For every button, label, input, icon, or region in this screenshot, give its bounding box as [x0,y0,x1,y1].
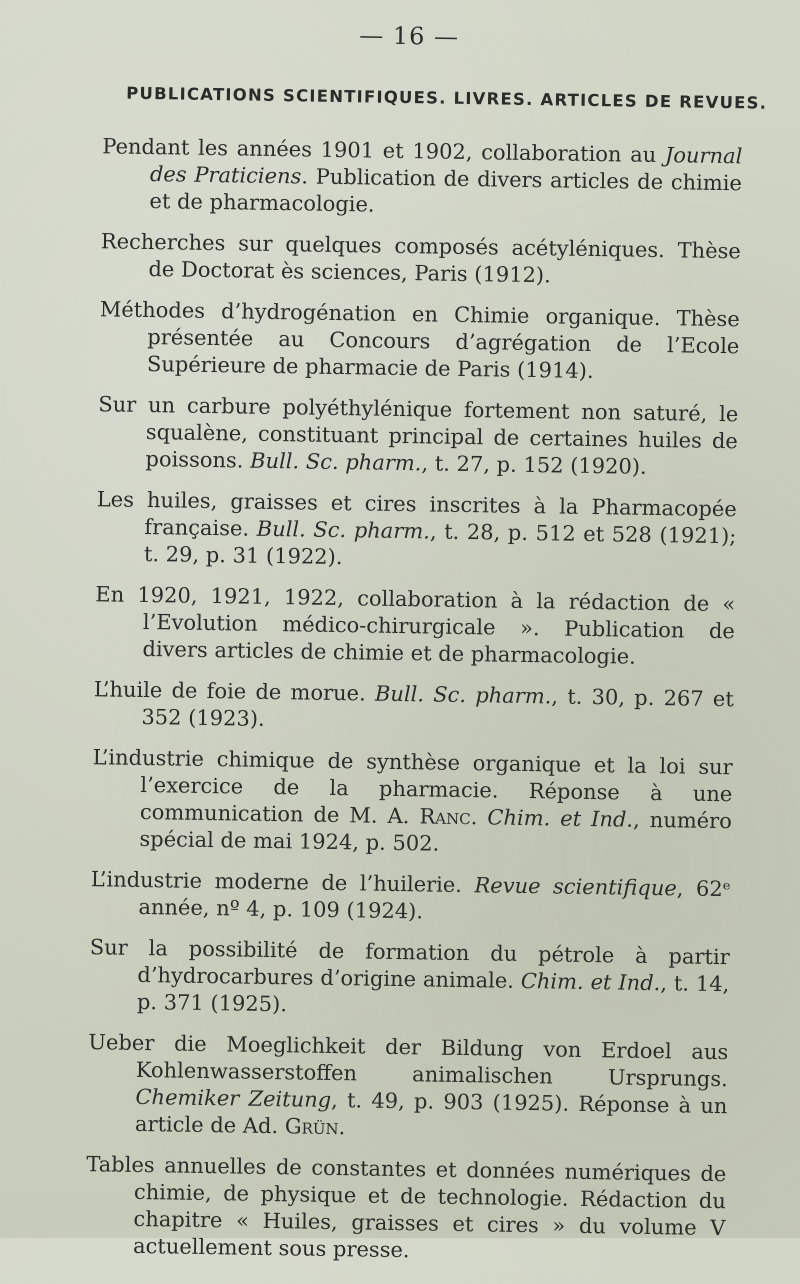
page-number: — 16 — [359,21,460,51]
publication-entry-11: Ueber die Moeglichkeit der Bildung von Erdoel aus Kohlenwasserstoffen animalischen Ursprungs. Chemiker Zeitung, t. 49, p. 903 (1925). Réponse à un article de Ad. Grün. [88,1030,736,1140]
publication-entry-7: L’huile de foie de morue. Bull. Sc. pharm., t. 30, p. 267 et 352 (1923). [93,677,741,731]
publication-entry-3: Méthodes d’hydrogénation en Chimie organique. Thèse présentée au Concours d’agrégation de l’Ecole Supérieure de pharmacie de Paris (1914). [99,297,747,384]
publication-list [85,133,750,1283]
publication-entry-1: Pendant les années 1901 et 1902, collaboration au Journal des Praticiens. Publication de divers articles de chimie et de pharmacologie. [102,134,750,217]
publication-entry-2: Recherches sur quelques composés acétyléniques. Thèse de Doctorat ès sciences, Paris (1912). [100,229,748,288]
publication-entry-8: L’industrie chimique de synthèse organique et la loi sur l’exercice de la pharmacie. Réponse à une communication de M. A. Ranc. Chim. et Ind., numéro spécial de mai 1924, p. 502. [92,745,740,856]
publication-entry-4: Sur un carbure polyéthylénique fortement non saturé, le squalène, constituant principal de certaines huiles de poissons. Bull. Sc. pharm., t. 27, p. 152 (1920). [98,392,746,479]
publication-entry-9: L’industrie moderne de l’huilerie. Revue scientifique, 62ᵉ année, nº 4, p. 109 (1924). [90,867,738,924]
publication-entry-6: En 1920, 1921, 1922, collaboration à la rédaction de « l’Evolution médico-chirurgicale ». Publication de divers articles de chimie et de pharmacologie. [95,582,743,669]
section-heading: PUBLICATIONS SCIENTIFIQUES. LIVRES. ARTICLES DE REVUES. [126,83,768,113]
publication-entry-10: Sur la possibilité de formation du pétrole à partir d’hydrocarbures d’origine animale. Chim. et Ind., t. 14, p. 371 (1925). [89,935,737,1017]
publication-entry-5: Les huiles, graisses et cires inscrites à la Pharmacopée française. Bull. Sc. pharm., t. 28, p. 512 et 528 (1921); t. 29, p. 31 (1922). [96,487,744,570]
publication-entry-12: Tables annuelles de constantes et données numériques de chimie, de physique et de technologie. Rédaction du chapitre « Huiles, graisses et cires » du volume V actuellement sous presse. [86,1152,734,1263]
